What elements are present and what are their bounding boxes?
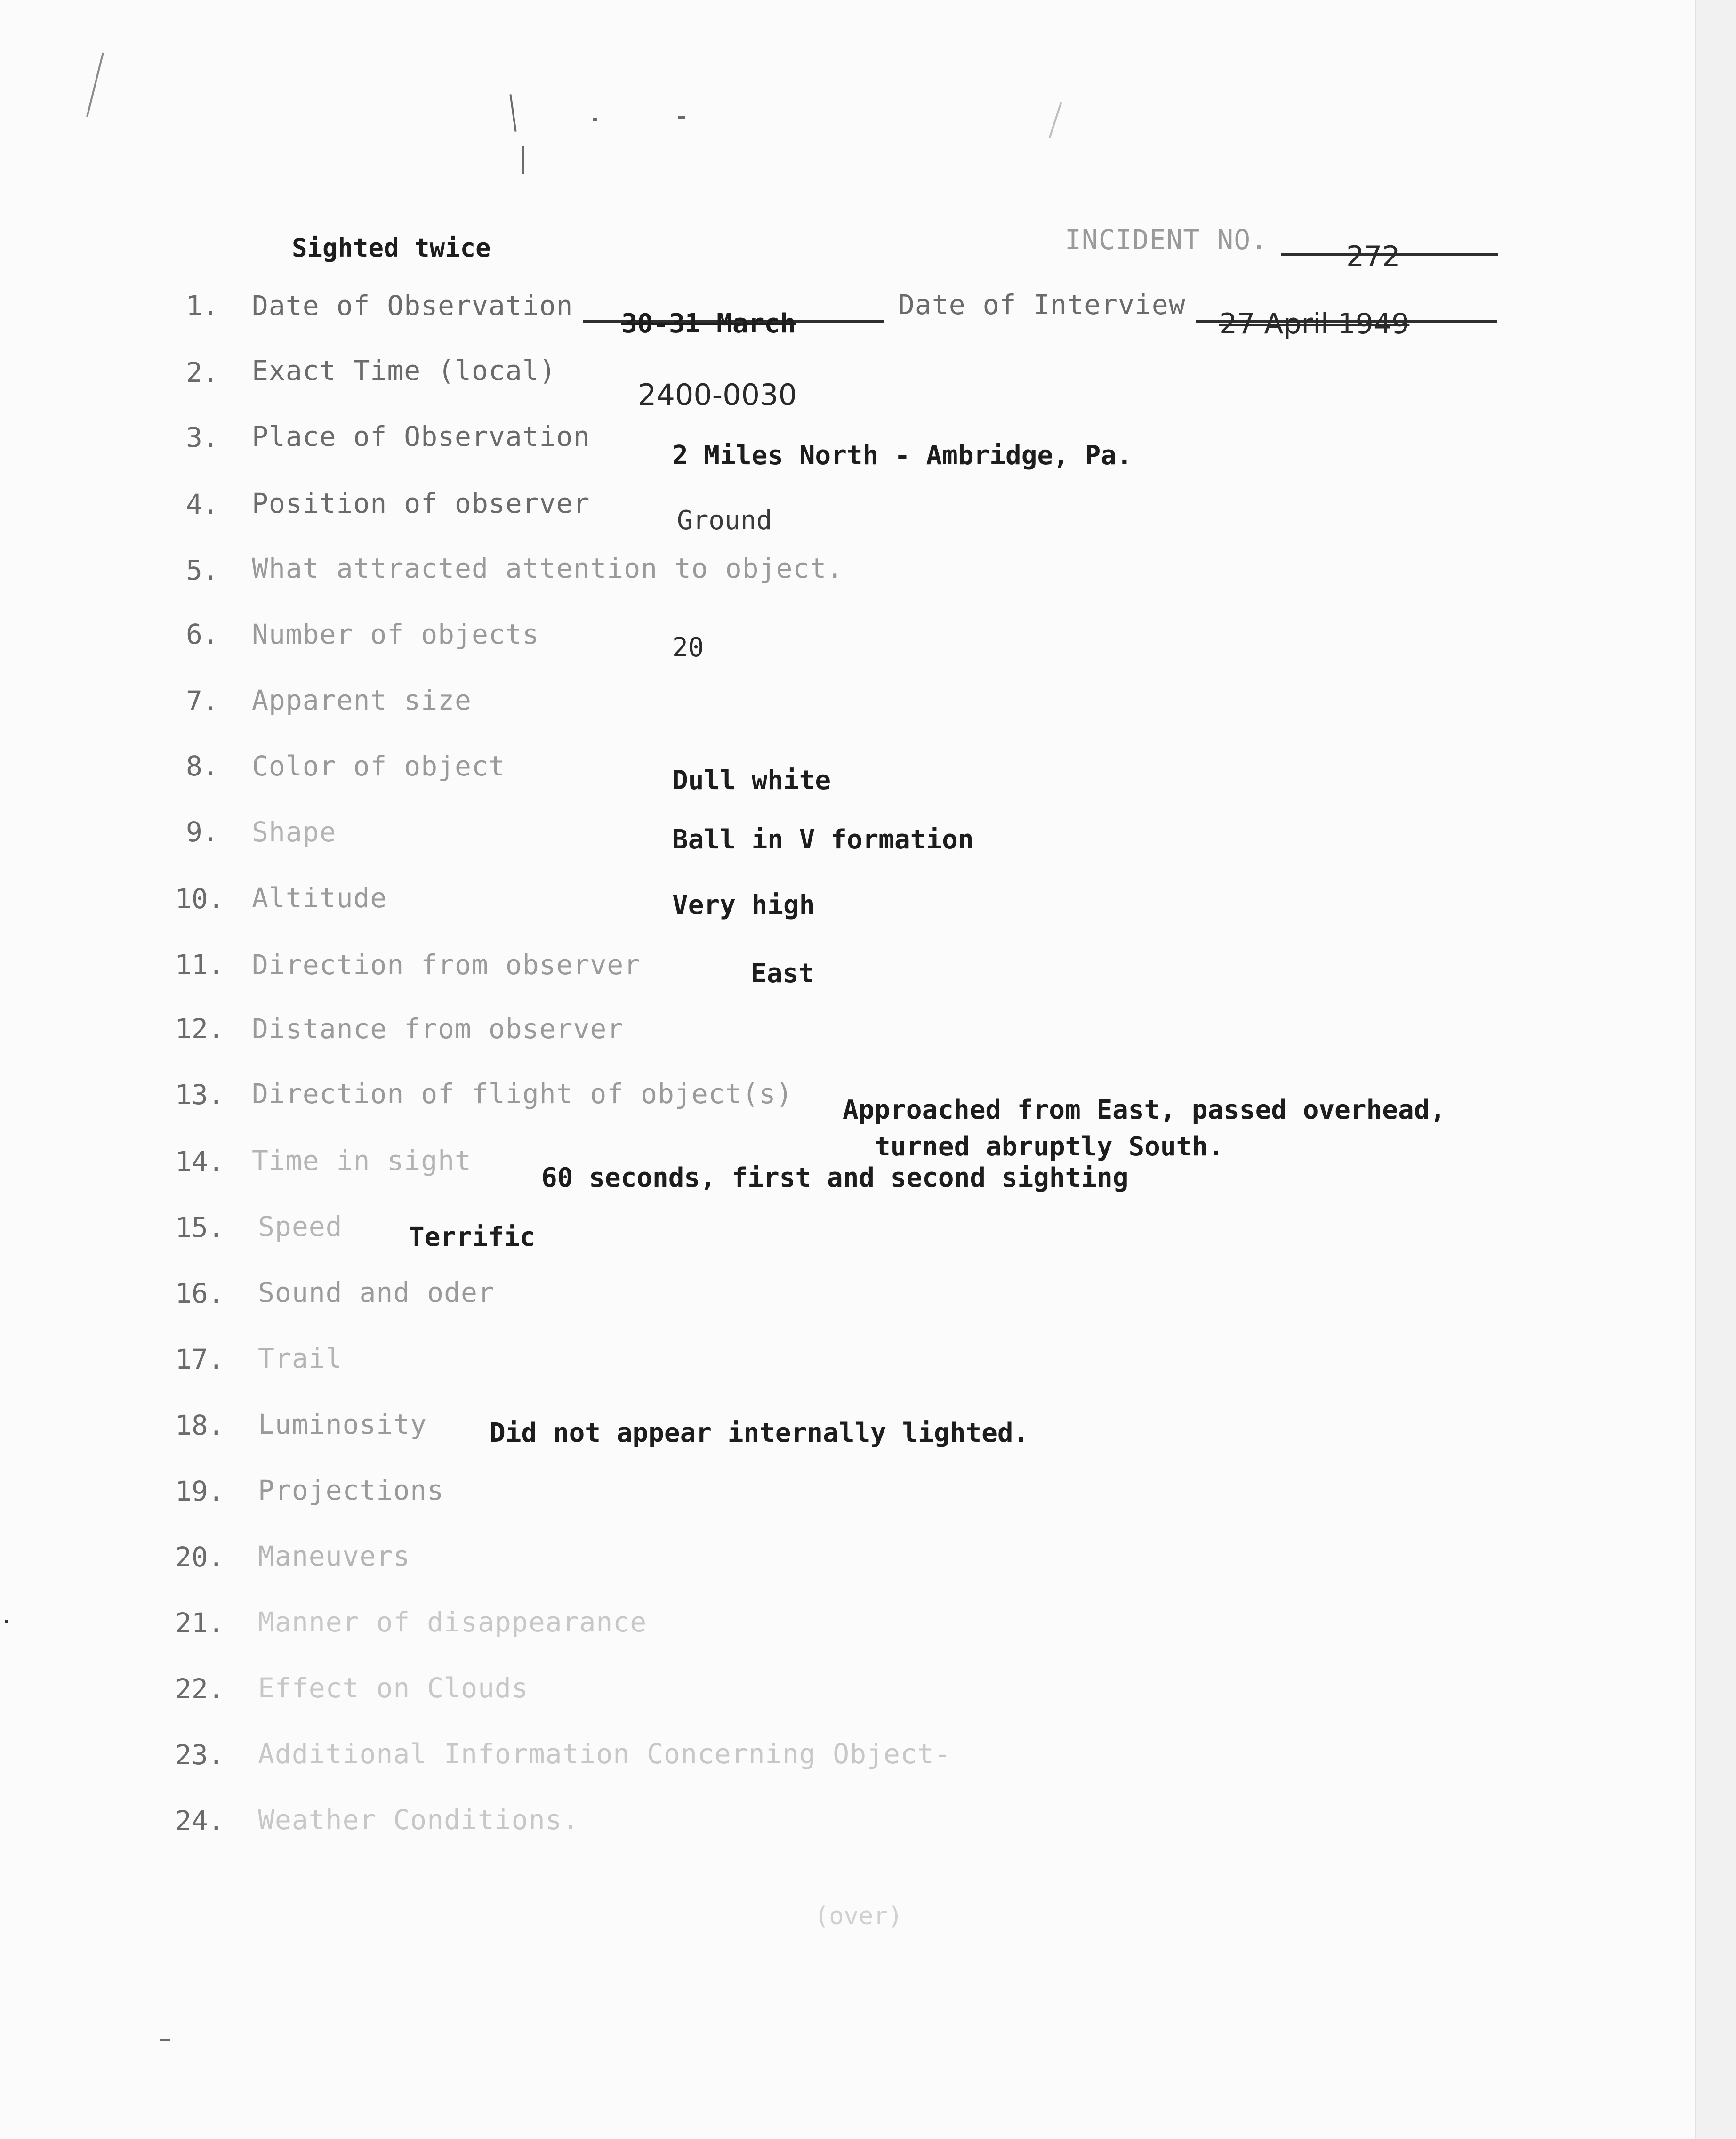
answer-flight-line1: Approached from East, passed overhead, bbox=[843, 1095, 1446, 1125]
answer-time-in-sight: 60 seconds, first and second sighting bbox=[541, 1162, 1129, 1193]
item-label-shape: Shape bbox=[252, 816, 337, 848]
answer-color: Dull white bbox=[672, 765, 831, 796]
answer-exact-time: 2400-0030 bbox=[638, 378, 797, 412]
item-number: 8. bbox=[186, 750, 219, 782]
stray-mark bbox=[678, 116, 685, 119]
answer-number-of-objects: 20 bbox=[672, 632, 704, 663]
item-label-place: Place of Observation bbox=[252, 420, 590, 452]
stray-mark bbox=[86, 53, 104, 117]
item-label-additional: Additional Information Concerning Object- bbox=[258, 1738, 951, 1770]
item-number: 22. bbox=[175, 1673, 225, 1705]
item-number: 14. bbox=[175, 1146, 225, 1178]
item-number: 19. bbox=[175, 1475, 225, 1507]
item-label-attention: What attracted attention to object. bbox=[252, 552, 844, 584]
item-label-time-in-sight: Time in sight bbox=[252, 1145, 472, 1177]
item-number: 2. bbox=[186, 356, 219, 388]
item-label-clouds: Effect on Clouds bbox=[258, 1672, 529, 1704]
item-label-date-of-observation: Date of Observation bbox=[252, 290, 573, 322]
item-label-weather: Weather Conditions. bbox=[258, 1804, 579, 1836]
answer-shape: Ball in V formation bbox=[672, 824, 974, 855]
stray-mark bbox=[509, 94, 516, 132]
item-number: 7. bbox=[186, 685, 219, 717]
item-label-speed: Speed bbox=[258, 1211, 343, 1243]
item-number: 15. bbox=[175, 1211, 225, 1243]
item-number: 23. bbox=[175, 1739, 225, 1771]
item-number: 24. bbox=[175, 1805, 225, 1837]
item-number: 13. bbox=[175, 1079, 225, 1111]
item-number: 20. bbox=[175, 1541, 225, 1573]
item-label-altitude: Altitude bbox=[252, 882, 387, 914]
interview-label: Date of Interview bbox=[898, 289, 1186, 321]
item-label-position: Position of observer bbox=[252, 487, 590, 519]
item-number: 6. bbox=[186, 618, 219, 650]
item-number: 3. bbox=[186, 421, 219, 453]
answer-flight-line2: turned abruptly South. bbox=[875, 1131, 1224, 1162]
item-label-exact-time: Exact Time (local) bbox=[252, 355, 556, 387]
answer-altitude: Very high bbox=[672, 890, 815, 920]
item-number: 5. bbox=[186, 554, 219, 586]
item-number: 1. bbox=[186, 290, 219, 322]
item-number: 10. bbox=[175, 883, 225, 915]
item-label-apparent-size: Apparent size bbox=[252, 684, 472, 716]
item-number: 21. bbox=[175, 1607, 225, 1639]
answer-luminosity: Did not appear internally lighted. bbox=[490, 1418, 1029, 1448]
sighted-twice-note: Sighted twice bbox=[292, 233, 491, 263]
item-number: 11. bbox=[175, 949, 225, 981]
item-number: 16. bbox=[175, 1277, 225, 1309]
item-label-sound: Sound and oder bbox=[258, 1276, 495, 1308]
answer-direction: East bbox=[751, 958, 814, 989]
item-label-flight: Direction of flight of object(s) bbox=[252, 1078, 793, 1110]
answer-date-of-observation: 30-31 March bbox=[621, 308, 796, 339]
item-number: 18. bbox=[175, 1409, 225, 1441]
item-label-distance: Distance from observer bbox=[252, 1013, 624, 1045]
answer-place: 2 Miles North - Ambridge, Pa. bbox=[672, 440, 1133, 471]
item-number: 17. bbox=[175, 1343, 225, 1375]
stray-mark bbox=[160, 2039, 170, 2041]
item-number: 12. bbox=[175, 1013, 225, 1045]
answer-position: Ground bbox=[677, 505, 772, 536]
answer-speed: Terrific bbox=[409, 1222, 536, 1252]
item-number: 9. bbox=[186, 816, 219, 848]
item-label-luminosity: Luminosity bbox=[258, 1408, 427, 1440]
incident-label: INCIDENT NO. bbox=[1065, 224, 1268, 256]
item-number: 4. bbox=[186, 488, 219, 520]
item-label-disappearance: Manner of disappearance bbox=[258, 1606, 647, 1638]
stray-mark bbox=[593, 118, 597, 121]
incident-number: 272 bbox=[1346, 240, 1400, 273]
page-edge bbox=[1695, 0, 1736, 2139]
stray-mark bbox=[1049, 102, 1062, 138]
over-note: (over) bbox=[814, 1902, 903, 1930]
stray-mark bbox=[522, 146, 524, 174]
item-label-maneuvers: Maneuvers bbox=[258, 1540, 410, 1572]
interview-answer: 27 April 1949 bbox=[1219, 307, 1410, 340]
stray-mark bbox=[5, 1620, 8, 1623]
item-label-projections: Projections bbox=[258, 1474, 444, 1506]
item-label-trail: Trail bbox=[258, 1342, 343, 1374]
item-label-number-of-objects: Number of objects bbox=[252, 618, 539, 650]
item-label-direction: Direction from observer bbox=[252, 949, 641, 981]
item-label-color: Color of object bbox=[252, 750, 506, 782]
